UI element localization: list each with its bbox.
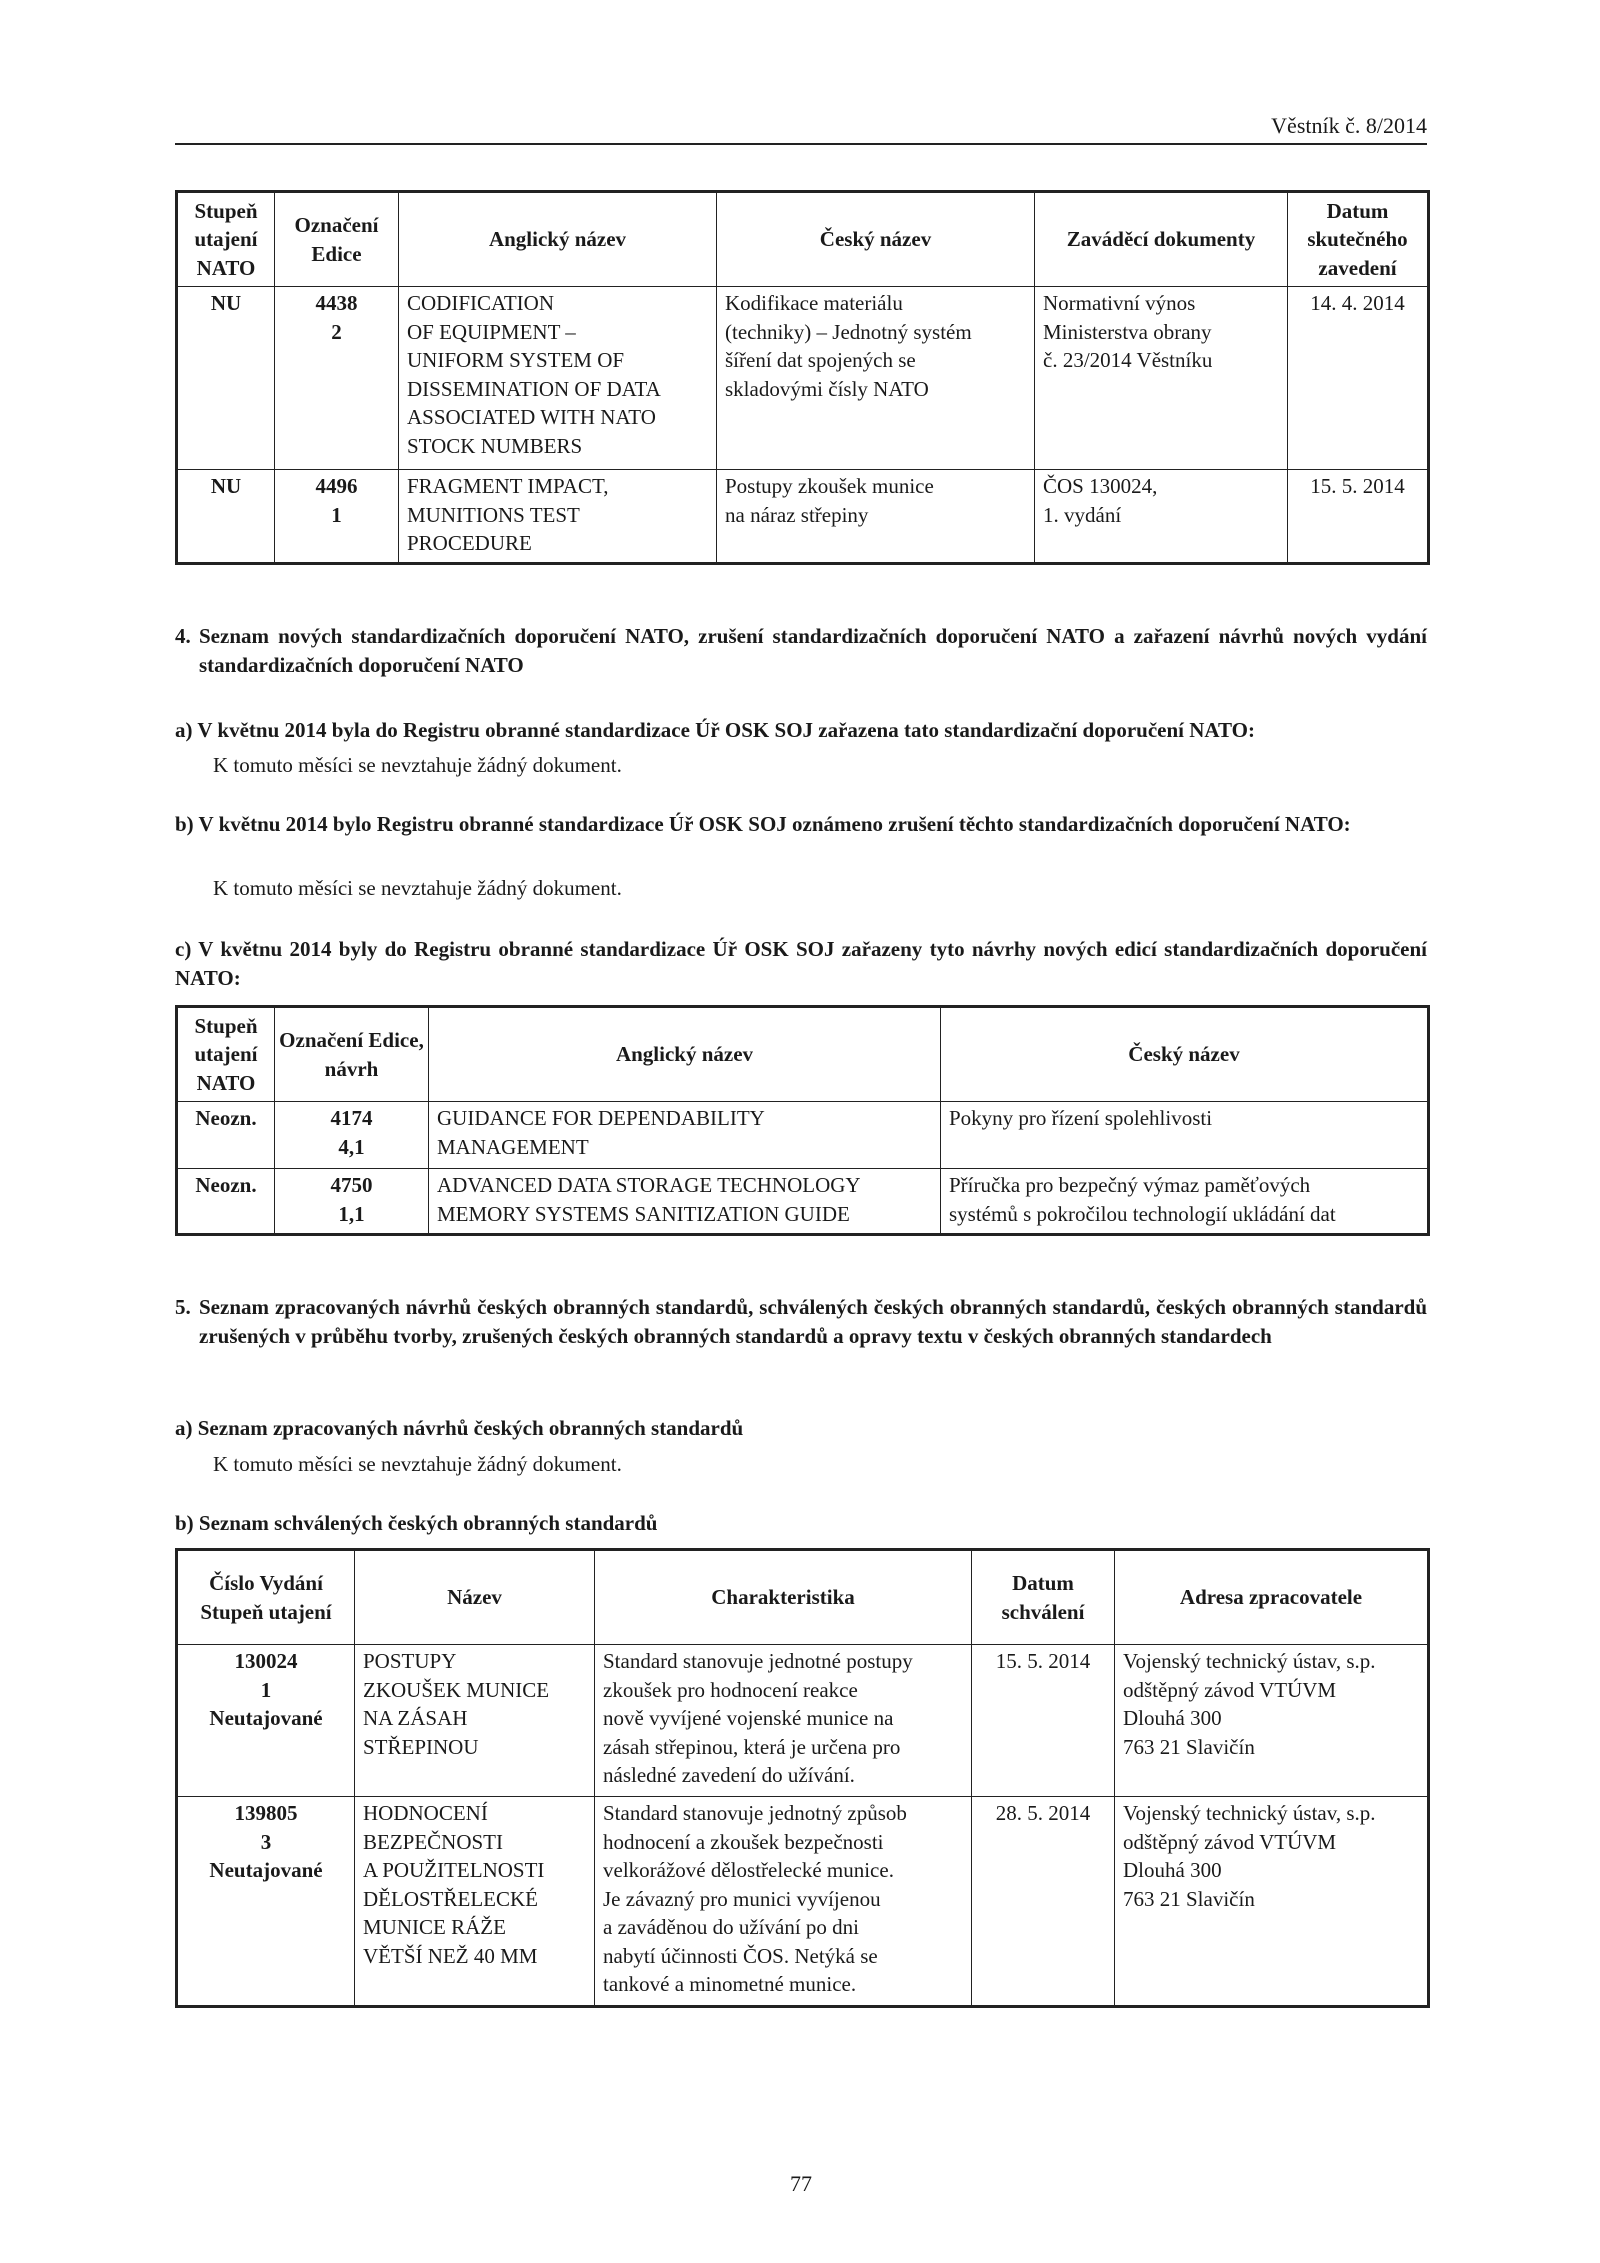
- classification-cell: NU: [177, 287, 275, 470]
- section-5b-heading: b) Seznam schválených českých obranných standardů: [175, 1511, 658, 1535]
- approval-date-cell: 28. 5. 2014: [972, 1797, 1115, 2007]
- documents-cell: Normativní výnos Ministerstva obrany č. 23/2014 Věstníku: [1035, 287, 1288, 470]
- czech-title-cell: Pokyny pro řízení spolehlivosti: [941, 1102, 1429, 1169]
- table-header-row: [177, 1550, 1429, 1645]
- designation-cell: 4750 1,1: [275, 1169, 429, 1235]
- column-header: Adresa zpracovatele: [1115, 1550, 1429, 1645]
- classification-cell: NU: [177, 470, 275, 564]
- table-row: [177, 287, 1429, 470]
- column-header: Označení Edice: [275, 192, 399, 287]
- page-number: 77: [790, 2171, 812, 2196]
- table-header-row: [177, 1007, 1429, 1102]
- designation-cell: 4438 2: [275, 287, 399, 470]
- section-5a-heading: a) Seznam zpracovaných návrhů českých obranných standardů: [175, 1416, 744, 1440]
- english-title-cell: ADVANCED DATA STORAGE TECHNOLOGY MEMORY SYSTEMS SANITIZATION GUIDE: [429, 1169, 941, 1235]
- column-header: Zaváděcí dokumenty: [1035, 192, 1288, 287]
- section-4a-heading: a) V květnu 2014 byla do Registru obranné standardizace Úř OSK SOJ zařazena tato standardizační doporučení NATO:: [175, 718, 1255, 742]
- section-4c-heading: c) V květnu 2014 byly do Registru obranné standardizace Úř OSK SOJ zařazeny tyto návrhy nových edicí standardizačních doporučení NATO:: [175, 937, 1427, 990]
- address-cell: Vojenský technický ústav, s.p. odštěpný závod VTÚVM Dlouhá 300 763 21 Slavičín: [1115, 1797, 1429, 2007]
- designation-cell: 4496 1: [275, 470, 399, 564]
- section-4b-heading: b) V květnu 2014 bylo Registru obranné standardizace Úř OSK SOJ oznámeno zrušení těchto standardizačních doporučení NATO:: [175, 812, 1351, 836]
- date-cell: 15. 5. 2014: [1288, 470, 1429, 564]
- standard-name-cell: HODNOCENÍ BEZPEČNOSTI A POUŽITELNOSTI DĚLOSTŘELECKÉ MUNICE RÁŽE VĚTŠÍ NEŽ 40 MM: [355, 1797, 595, 2007]
- column-header: Anglický název: [399, 192, 717, 287]
- column-header: Anglický název: [429, 1007, 941, 1102]
- column-header: Označení Edice, návrh: [275, 1007, 429, 1102]
- english-title-cell: CODIFICATION OF EQUIPMENT – UNIFORM SYSTEM OF DISSEMINATION OF DATA ASSOCIATED WITH NATO STOCK NUMBERS: [399, 287, 717, 470]
- nato-standards-table: [175, 190, 1430, 565]
- czech-standards-table: [175, 1548, 1430, 2008]
- czech-title-cell: Kodifikace materiálu (techniky) – Jednotný systém šíření dat spojených se skladovými čísly NATO: [717, 287, 1035, 470]
- czech-title-cell: Postupy zkoušek munice na náraz střepiny: [717, 470, 1035, 564]
- documents-cell: ČOS 130024, 1. vydání: [1035, 470, 1288, 564]
- column-header: Číslo Vydání Stupeň utajení: [177, 1550, 355, 1645]
- column-header: Datum schválení: [972, 1550, 1115, 1645]
- approval-date-cell: 15. 5. 2014: [972, 1645, 1115, 1797]
- section-5-title: 5. Seznam zpracovaných návrhů českých obranných standardů, schválených českých obranných standardů, českých obranných standardů zrušených v průběhu tvorby, zrušených českých obranných standardů a opravy textu v českých obranných standardech: [175, 1295, 1427, 1348]
- section-4a-note: K tomuto měsíci se nevztahuje žádný dokument.: [213, 753, 622, 777]
- column-header: Datum skutečného zavedení: [1288, 192, 1429, 287]
- column-header: Název: [355, 1550, 595, 1645]
- english-title-cell: GUIDANCE FOR DEPENDABILITY MANAGEMENT: [429, 1102, 941, 1169]
- characteristics-cell: Standard stanovuje jednotný způsob hodnocení a zkoušek bezpečnosti velkorážové dělostřelecké munice. Je závazný pro munici vyvíjenou a zaváděnou do užívání po dni nabytí účinnosti ČOS. Netýká se tankové a minometné munice.: [595, 1797, 972, 2007]
- nato-drafts-table: [175, 1005, 1430, 1236]
- column-header: Charakteristika: [595, 1550, 972, 1645]
- column-header: Stupeň utajení NATO: [177, 192, 275, 287]
- running-header: Věstník č. 8/2014: [1271, 113, 1427, 138]
- column-header: Stupeň utajení NATO: [177, 1007, 275, 1102]
- english-title-cell: FRAGMENT IMPACT, MUNITIONS TEST PROCEDURE: [399, 470, 717, 564]
- section-4-title: 4. Seznam nových standardizačních doporučení NATO, zrušení standardizačních doporučení NATO a zařazení návrhů nových vydání standardizačních doporučení NATO: [175, 624, 1427, 677]
- classification-cell: Neozn.: [177, 1102, 275, 1169]
- standard-id-cell: 139805 3 Neutajované: [177, 1797, 355, 2007]
- table-header-row: [177, 192, 1429, 287]
- date-cell: 14. 4. 2014: [1288, 287, 1429, 470]
- table-row: [177, 1169, 1429, 1235]
- header-rule: [175, 143, 1427, 145]
- column-header: Český název: [717, 192, 1035, 287]
- table-row: [177, 1645, 1429, 1797]
- column-header: Český název: [941, 1007, 1429, 1102]
- address-cell: Vojenský technický ústav, s.p. odštěpný závod VTÚVM Dlouhá 300 763 21 Slavičín: [1115, 1645, 1429, 1797]
- section-4b-note: K tomuto měsíci se nevztahuje žádný dokument.: [213, 876, 622, 900]
- section-5a-note: K tomuto měsíci se nevztahuje žádný dokument.: [213, 1452, 622, 1476]
- characteristics-cell: Standard stanovuje jednotné postupy zkoušek pro hodnocení reakce nově vyvíjené vojenské munice na zásah střepinou, která je určena pro následné zavedení do užívání.: [595, 1645, 972, 1797]
- czech-title-cell: Příručka pro bezpečný výmaz paměťových systémů s pokročilou technologií ukládání dat: [941, 1169, 1429, 1235]
- table-row: [177, 470, 1429, 564]
- designation-cell: 4174 4,1: [275, 1102, 429, 1169]
- table-row: [177, 1102, 1429, 1169]
- classification-cell: Neozn.: [177, 1169, 275, 1235]
- standard-name-cell: POSTUPY ZKOUŠEK MUNICE NA ZÁSAH STŘEPINOU: [355, 1645, 595, 1797]
- table-row: [177, 1797, 1429, 2007]
- standard-id-cell: 130024 1 Neutajované: [177, 1645, 355, 1797]
